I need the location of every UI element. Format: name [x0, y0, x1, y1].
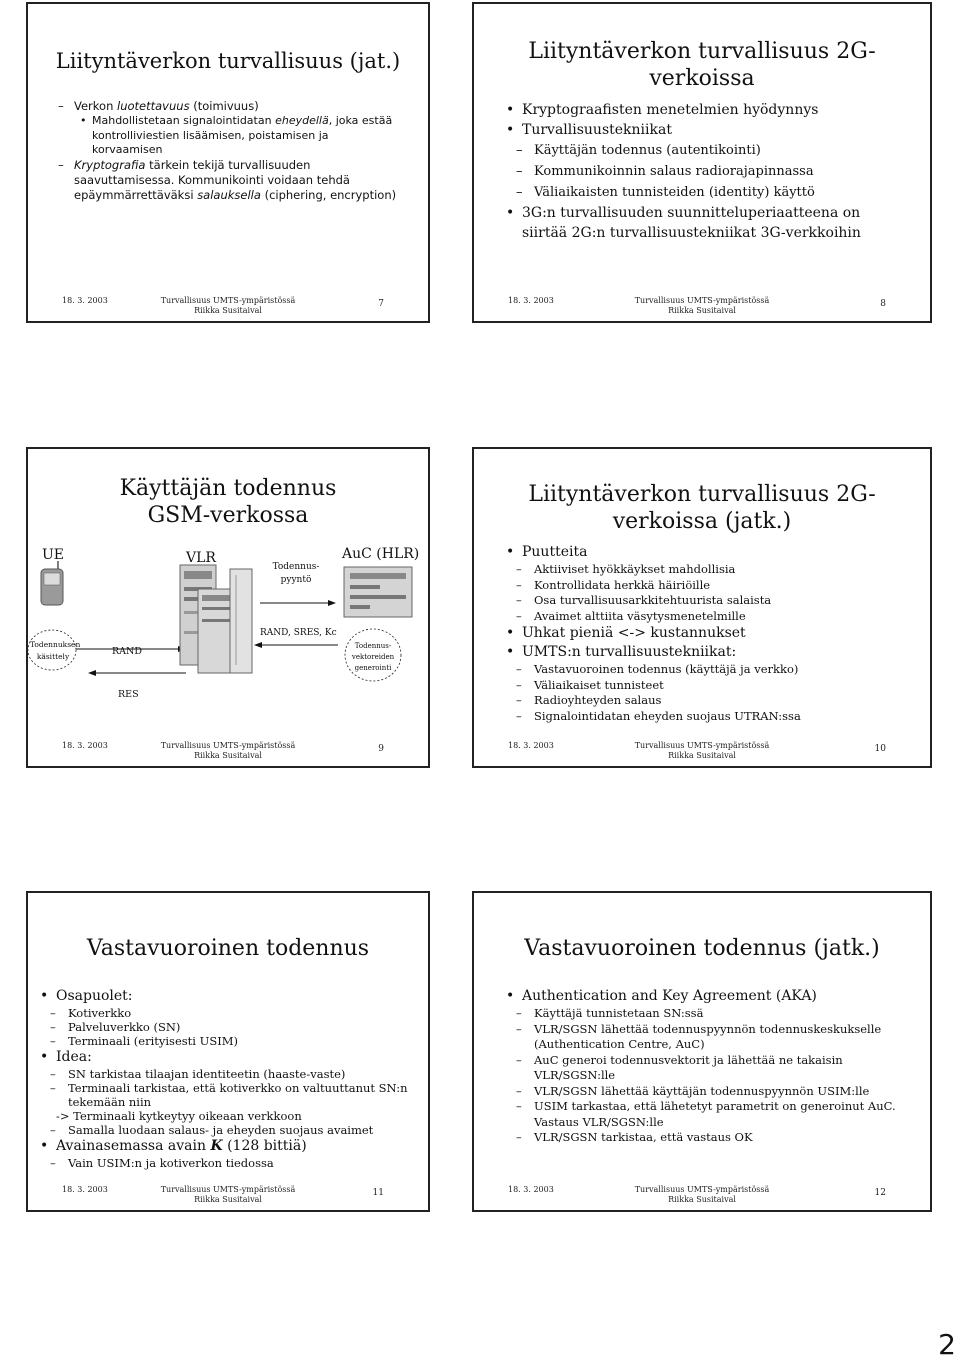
slide-12 — [472, 891, 932, 1212]
list-item: – Avaimet alttiita väsytysmenetelmille — [504, 609, 909, 625]
list-item: – Käyttäjän todennus (autentikointi) — [504, 140, 904, 161]
list-item: – Terminaali tarkistaa, että kotiverkko on valtuuttanut SN:n tekemään niin — [38, 1081, 408, 1109]
footer-date: 18. 3. 2003 — [62, 1185, 108, 1194]
footer-info: Turvallisuus UMTS-ympäristössä Riikka Susitaival — [160, 741, 296, 760]
list-item: – Vain USIM:n ja kotiverkon tiedossa — [38, 1156, 408, 1170]
slide-footer — [474, 291, 930, 321]
list-item: – Osa turvallisuusarkkitehtuurista salaista — [504, 593, 909, 609]
footer-date: 18. 3. 2003 — [62, 741, 108, 750]
slide-11 — [26, 891, 430, 1212]
list-item: • Avainasemassa avain K (128 bittiä) — [38, 1137, 408, 1156]
slide-10 — [472, 447, 932, 768]
list-item: • Mahdollistetaan signalointidatan eheydellä, joka estää kontrolliviestien lisäämisen, poistamisen ja korvaamisen — [58, 114, 398, 158]
list-item: • Turvallisuustekniikat — [504, 120, 904, 140]
vlr-server-icon — [180, 565, 252, 673]
ue-process-label: Todennuksen käsittely — [30, 640, 81, 661]
slide-number: 11 — [372, 1188, 384, 1198]
list-item: – Samalla luodaan salaus- ja eheyden suojaus avaimet — [38, 1123, 408, 1137]
list-item: – Kommunikoinnin salaus radiorajapinnassa — [504, 161, 904, 182]
footer-date: 18. 3. 2003 — [508, 741, 554, 750]
slide-8 — [472, 2, 932, 323]
auc-server-icon — [344, 567, 412, 617]
slide-number: 9 — [378, 744, 384, 754]
list-item: – Terminaali (erityisesti USIM) — [38, 1034, 408, 1048]
list-item: – Väliaikaiset tunnisteet — [504, 678, 909, 694]
phone-icon — [41, 561, 63, 605]
slide-number: 7 — [378, 299, 384, 309]
list-item: – Palveluverkko (SN) — [38, 1020, 408, 1034]
slide-footer — [474, 736, 930, 766]
slide-content — [38, 987, 408, 1170]
slide-number: 10 — [874, 744, 886, 754]
list-item: – AuC generoi todennusvektorit ja lähettää ne takaisin VLR/SGSN:lle — [504, 1053, 909, 1084]
list-item: – Signalointidatan eheyden suojaus UTRAN:ssa — [504, 709, 909, 725]
slide-number: 8 — [880, 299, 886, 309]
list-item: – Kontrollidata herkkä häiriöille — [504, 578, 909, 594]
list-item: – VLR/SGSN lähettää käyttäjän todennuspyynnön USIM:lle — [504, 1084, 909, 1100]
slide-footer — [28, 736, 428, 766]
slide-title: Liityntäverkon turvallisuus 2G-verkoissa (jatk.) — [528, 482, 876, 534]
list-item: • Uhkat pieniä <-> kustannukset — [504, 624, 909, 643]
footer-date: 18. 3. 2003 — [62, 296, 108, 305]
slide-title: Liityntäverkon turvallisuus (jat.) — [55, 49, 401, 73]
list-item: • UMTS:n turvallisuustekniikat: — [504, 643, 909, 662]
footer-info: Turvallisuus UMTS-ympäristössä Riikka Susitaival — [160, 1185, 296, 1204]
slide-footer — [28, 291, 428, 321]
list-item: – Verkon luotettavuus (toimivuus) — [58, 99, 398, 114]
res-label: RES — [118, 689, 139, 700]
list-item: -> Terminaali kytkeytyy oikeaan verkkoon — [56, 1109, 302, 1123]
slide-content — [504, 987, 909, 1146]
list-item: • Idea: — [38, 1048, 408, 1067]
slide-footer — [474, 1180, 930, 1210]
footer-date: 18. 3. 2003 — [508, 296, 554, 305]
slide-title: Käyttäjän todennus GSM-verkossa — [119, 476, 337, 528]
footer-info: Turvallisuus UMTS-ympäristössä Riikka Susitaival — [160, 296, 296, 315]
slide-footer — [28, 1180, 428, 1210]
slide-7 — [26, 2, 430, 323]
list-item: – Kotiverkko — [38, 1006, 408, 1020]
list-item: • Osapuolet: — [38, 987, 408, 1006]
auc-process-label: Todennus-vektoreiden generointi — [351, 642, 395, 672]
rand-label: RAND — [112, 646, 142, 657]
list-item: – Radioyhteyden salaus — [504, 693, 909, 709]
footer-info: Turvallisuus UMTS-ympäristössä Riikka Susitaival — [634, 296, 770, 315]
triplets-label: RAND, SRES, Kc — [260, 628, 337, 638]
list-item: – SN tarkistaa tilaajan identiteetin (haaste-vaste) — [38, 1067, 408, 1081]
slide-content — [504, 543, 909, 724]
list-item: – USIM tarkastaa, että lähetetyt parametrit on generoinut AuC. Vastaus VLR/SGSN:lle — [504, 1099, 909, 1130]
list-item: – Kryptografia tärkein tekijä turvallisuuden saavuttamisessa. Kommunikointi voidaan tehdä epäymmärrettäväksi salauksella (ciphering, encryption) — [58, 158, 398, 203]
list-item: • 3G:n turvallisuuden suunnitteluperiaatteena on siirtää 2G:n turvallisuustekniikat 3G-verkkoihin — [504, 203, 904, 243]
request-label: Todennus-pyyntö — [272, 562, 320, 585]
slide-title: Liityntäverkon turvallisuus 2G-verkoissa — [528, 39, 876, 91]
vlr-label: VLR — [186, 550, 216, 566]
footer-info: Turvallisuus UMTS-ympäristössä Riikka Susitaival — [634, 741, 770, 760]
ue-label: UE — [42, 547, 65, 563]
slide-title: Vastavuoroinen todennus — [86, 936, 370, 961]
slide-9 — [26, 447, 430, 768]
list-item: • Authentication and Key Agreement (AKA) — [504, 987, 909, 1006]
list-item: • Puutteita — [504, 543, 909, 562]
page-number: 2 — [938, 1328, 956, 1361]
slide-title: Vastavuoroinen todennus (jatk.) — [524, 936, 880, 961]
slide-number: 12 — [874, 1188, 886, 1198]
list-item: – Aktiiviset hyökkäykset mahdollisia — [504, 562, 909, 578]
list-item: – Väliaikaisten tunnisteiden (identity) käyttö — [504, 182, 904, 203]
list-item: – Käyttäjä tunnistetaan SN:ssä — [504, 1006, 909, 1022]
footer-info: Turvallisuus UMTS-ympäristössä Riikka Susitaival — [634, 1185, 770, 1204]
footer-date: 18. 3. 2003 — [508, 1185, 554, 1194]
list-item: – Vastavuoroinen todennus (käyttäjä ja verkko) — [504, 662, 909, 678]
list-item: – VLR/SGSN lähettää todennuspyynnön todennuskeskukselle (Authentication Centre, AuC) — [504, 1022, 909, 1053]
slide-content — [58, 99, 398, 203]
list-item: – VLR/SGSN tarkistaa, että vastaus OK — [504, 1130, 909, 1146]
auc-label: AuC (HLR) — [342, 546, 420, 562]
list-item: • Kryptograafisten menetelmien hyödynnys — [504, 100, 904, 120]
slide-content — [504, 100, 904, 243]
